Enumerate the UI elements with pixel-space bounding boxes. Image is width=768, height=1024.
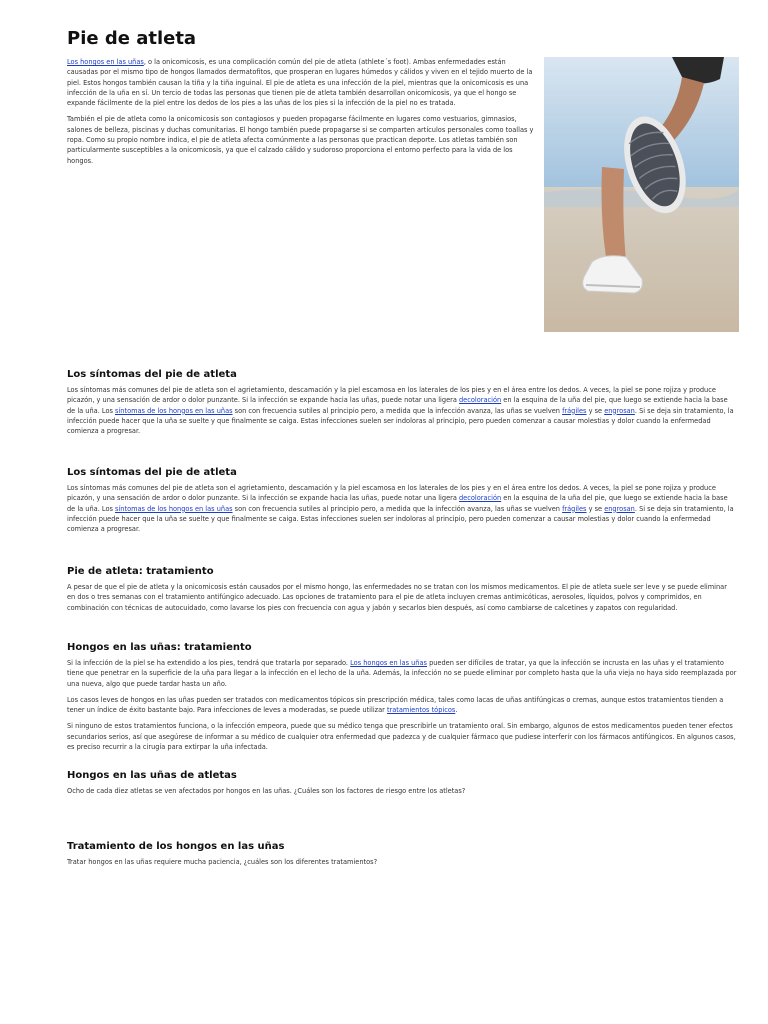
section-heading: Hongos en las uñas: tratamiento bbox=[67, 642, 252, 653]
section-heading: Los síntomas del pie de atleta bbox=[67, 369, 237, 380]
symptoms-section-2 bbox=[67, 467, 737, 540]
nails-treatment-section bbox=[67, 642, 737, 758]
section-heading: Tratamiento de los hongos en las uñas bbox=[67, 841, 285, 852]
section-heading: Hongos en las uñas de atletas bbox=[67, 770, 237, 781]
link-sintomas-hongos[interactable]: síntomas de los hongos en las uñas bbox=[115, 504, 233, 513]
section-paragraph: Tratar hongos en las uñas requiere mucha paciencia, ¿cuáles son los diferentes tratamientos? bbox=[67, 858, 378, 866]
intro-section bbox=[67, 57, 534, 172]
nail-treatment-section bbox=[67, 841, 737, 873]
link-decoloracion[interactable]: decoloración bbox=[458, 494, 502, 503]
section-paragraph: A pesar de que el pie de atleta y la onicomicosis están causados por el mismo hongo, las enfermedades no se tratan con los mismos medicamentos. El pie de atleta suele ser leve y se puede eliminar en dos o tres semanas con el tratamiento antifúngico adecuado. Las opciones de tratamiento para el pie de atleta incluyen cremas antimicóticas, aerosoles, líquidos, polvos y comprimidos, en combinación con técnicas de autocuidado, como lavarse los pies con frecuencia con agua y jabón y secarlos bien después, así como cambiarse de calcetines y zapatos con regularidad. bbox=[67, 583, 727, 612]
link-hongos-unas[interactable]: Los hongos en las uñas bbox=[67, 58, 144, 66]
link-fragiles[interactable]: frágiles bbox=[562, 504, 587, 513]
section-heading: Los síntomas del pie de atleta bbox=[67, 467, 237, 478]
section-paragraph: Si la infección de la piel se ha extendido a los pies, tendrá que tratarla por separado. Los hongos en las uñas pueden ser difíciles de tratar, ya que la infección se incrusta en las uñas y el tratamiento tiene que penetrar en la superficie de la uña para llegar a la infección en el lecho de la uña. Además, la infección no se puede eliminar por completo hasta que la uña vieja no haya sido reemplazada por una nueva, algo que puede tardar hasta un año. bbox=[67, 659, 737, 688]
section-paragraph: Si ninguno de estos tratamientos funciona, o la infección empeora, puede que su médico tenga que prescribirle un tratamiento oral. Sin embargo, algunos de estos medicamentos pueden tener efectos secundarios serios, así que asegúrese de informar a su médico de cualquier otra enfermedad que padezca y de cualquier fármaco que pudiese interferir con los fármacos antifúngicos. En algunos casos, es preciso recurrir a la cirugía para extirpar la uña infectada. bbox=[67, 722, 736, 752]
link-sintomas-hongos[interactable]: síntomas de los hongos en las uñas bbox=[115, 406, 233, 415]
link-engrosan[interactable]: engrosan bbox=[604, 504, 635, 513]
section-paragraph: Ocho de cada diez atletas se ven afectados por hongos en las uñas. ¿Cuáles son los factores de riesgo entre los atletas? bbox=[67, 787, 466, 795]
intro-paragraph-2: También el pie de atleta como la onicomicosis son contagiosos y pueden propagarse fácilmente en lugares como vestuarios, gimnasios, salones de belleza, piscinas y duchas comunitarias. El hongo también puede propagarse si se comparten artículos personales como toallas y ropa. Como su propio nombre indica, el pie de atleta afecta comúnmente a las personas que practican deporte. Los atletas también son particularmente susceptibles a la onicomicosis, ya que el calzado cálido y sudoroso proporciona el entorno perfecto para la vida de los hongos. bbox=[67, 115, 534, 165]
treatment-section bbox=[67, 566, 737, 619]
section-heading: Pie de atleta: tratamiento bbox=[67, 566, 214, 577]
athletes-section bbox=[67, 770, 737, 802]
link-fragiles[interactable]: frágiles bbox=[562, 406, 587, 415]
intro-paragraph-1: Los hongos en las uñas, o la onicomicosis, es una complicación común del pie de atleta (athlete´s foot). Ambas enfermedades están causadas por el mismo tipo de hongos llamados dermatofitos, que prosperan en lugares húmedos y cálidos y viven en el tejido muerto de la piel. Estos hongos también causan la tiña y la tiña inguinal. El pie de atleta es una infección de la piel, mientras que la onicomicosis es una infección de la uña en sí. Un tercio de todas las personas que tienen pie de atleta también desarrollan onicomicosis, ya que el hongo se expande fácilmente de la piel entre los dedos de los pies a las uñas de los pies si la infección de la piel no es tratada. bbox=[67, 58, 533, 108]
link-hongos-unas[interactable]: Los hongos en las uñas bbox=[350, 659, 427, 667]
link-tratamientos-topicos[interactable]: tratamientos tópicos bbox=[386, 706, 456, 715]
link-engrosan[interactable]: engrosan bbox=[604, 406, 635, 415]
section-paragraph: Los síntomas más comunes del pie de atleta son el agrietamiento, descamación y la piel escamosa en los laterales de los pies y en el área entre los dedos. A veces, la piel se pone rojiza y produce picazón, y una sensación de ardor o dolor punzante. Si la infección se expande hacia las uñas, puede notar una ligera decoloración en la esquina de la uña del pie, que luego se extiende hacia la base de la uña. Los síntomas de los hongos en las uñas son con frecuencia sutiles al principio pero, a medida que la infección avanza, las uñas se vuelven frágiles y se engrosan. Si se deja sin tratamiento, la infección puede hacer que la uña se suelte y que finalmente se caiga. Estas infecciones suelen ser indoloras al principio, pero pueden comenzar a causar molestias y dolor cuando la enfermedad comienza a progresar. bbox=[67, 386, 734, 436]
link-decoloracion[interactable]: decoloración bbox=[458, 396, 502, 405]
section-paragraph: Los síntomas más comunes del pie de atleta son el agrietamiento, descamación y la piel escamosa en los laterales de los pies y en el área entre los dedos. A veces, la piel se pone rojiza y produce picazón, y una sensación de ardor o dolor punzante. Si la infección se expande hacia las uñas, puede notar una ligera decoloración en la esquina de la uña del pie, que luego se extiende hacia la base de la uña. Los síntomas de los hongos en las uñas son con frecuencia sutiles al principio pero, a medida que la infección avanza, las uñas se vuelven frágiles y se engrosan. Si se deja sin tratamiento, la infección puede hacer que la uña se suelte y que finalmente se caiga. Estas infecciones suelen ser indoloras al principio, pero pueden comenzar a causar molestias y dolor cuando la enfermedad comienza a progresar. bbox=[67, 484, 734, 534]
page-title: Pie de atleta bbox=[67, 28, 197, 49]
runner-photo bbox=[544, 57, 739, 332]
section-paragraph: Los casos leves de hongos en las uñas pueden ser tratados con medicamentos tópicos sin prescripción médica, tales como lacas de uñas antifúngicas o cremas, aunque estos tratamientos tienden a tener un índice de éxito bastante bajo. Para infecciones de leves a moderadas, se puede utilizar tratamientos tópicos. bbox=[67, 695, 724, 715]
symptoms-section-1 bbox=[67, 369, 737, 442]
